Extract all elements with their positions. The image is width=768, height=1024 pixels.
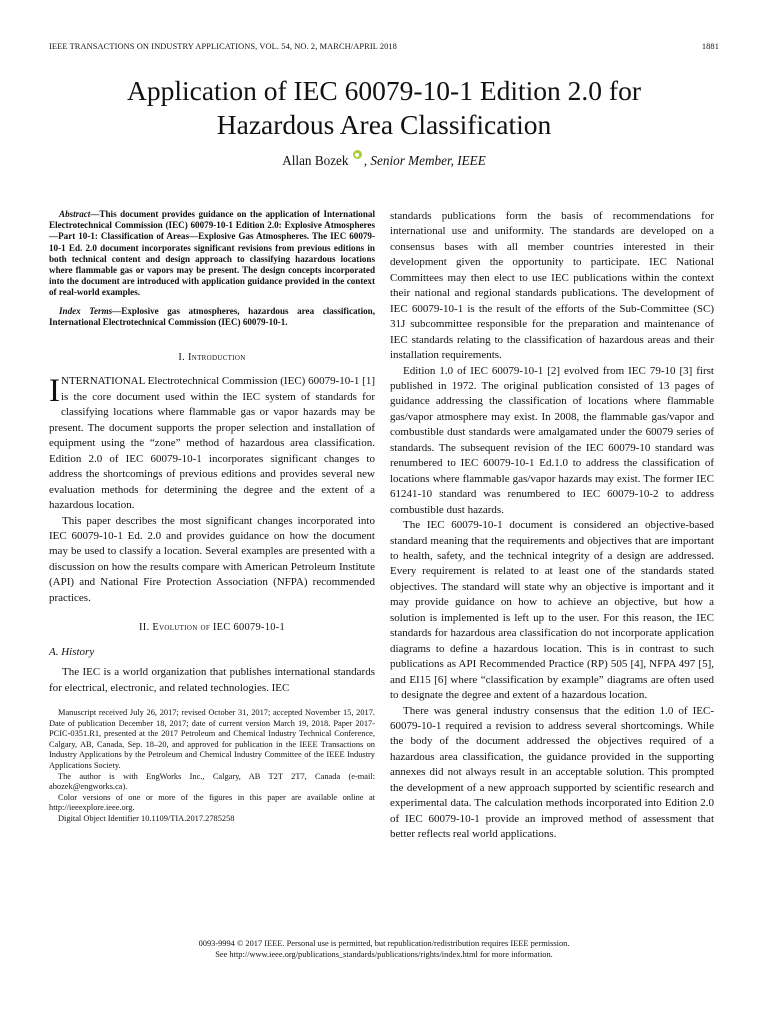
history-paragraph-3: The IEC 60079-10-1 document is considered an objective-based standard meaning that the requirements and objectives that are important to health, safety, and the technical integrity of a design are addressed. Every requirement is related to at least one of the standards stated objectives. The standard will state why an objective is important and it may provide guidance on how to achieve an objective, but how a solution is implemented is left up to the user. For this reason, the IEC standards for hazardous area classification do not incorporate application diagrams to define a hazardous location. This is in contrast to such publications as API Recommended Practice (RP) 505 [4], NFPA 497 [5], and EI15 [6] where “classification by example” diagrams are often used to designate the degree and extent of a hazardous location. — [390, 519, 714, 702]
left-column — [49, 209, 375, 825]
index-terms-label: Index Terms— — [59, 305, 122, 316]
drop-cap: I — [49, 373, 60, 410]
author-affiliation: , Senior Member, IEEE — [363, 153, 486, 168]
index-terms-text: Explosive gas atmospheres, hazardous area classification, International Electrotechnical Commission (IEC) 60079-10-1. — [49, 305, 375, 327]
copyright-line-2: See http://www.ieee.org/publications_standards/publications/rights/index.html for more information. — [215, 950, 553, 959]
orcid-icon[interactable] — [353, 150, 362, 159]
footnote-color: Color versions of one or more of the figures in this paper are available online at http://ieeexplore.ieee.org. — [49, 792, 375, 813]
copyright-notice — [0, 938, 768, 960]
history-paragraph-1: The IEC is a world organization that publishes international standards for electrical, electronic, and related technologies. IEC — [49, 666, 375, 694]
history-paragraph-4: There was general industry consensus that the edition 1.0 of IEC-60079-10-1 required a revision to address several shortcomings. While the body of the document addressed the objectives required of a hazardous area classification, the guidance provided in the supporting annexes did not always result in an acceptable solution. This prompted the development of a new approach supported by scientific research and experimental data. The calculation methods incorporated into Edition 2.0 of IEC 60079-10-1 provide an improved method of assessment that better reflects real world applications. — [390, 704, 714, 841]
section-numeral: II. — [139, 622, 150, 634]
right-column — [390, 209, 714, 843]
history-paragraph-1-cont: standards publications form the basis of recommendations for international use and uniformity. The standards are developed on a consensus bases with all member countries interested in their development given the opportunity to participate. IEC National Committees may then elect to use IEC publications within the context their national and regional standards publications. The development of IEC 60079-10-1 is the result of the efforts of the Sub-Committee (SC) 31J subcommittee responsible for the preparation and maintenance of IEC standards relating to the classification of hazardous areas and their installation requirements. — [390, 210, 714, 362]
title-line-1: Application of IEC 60079-10-1 Edition 2.0 for — [126, 75, 641, 106]
footnotes — [49, 708, 375, 825]
author-line — [0, 150, 768, 169]
page-number: 1881 — [701, 42, 719, 51]
author-name: Allan Bozek — [282, 153, 349, 168]
abstract — [49, 209, 375, 299]
footnote-manuscript: Manuscript received July 26, 2017; revised October 31, 2017; accepted November 15, 2017. Date of publication December 18, 2017; date of current version March 19, 2018. Paper 2017-PCIC-0351.R1, presented at the 2017 Petroleum and Chemical Industry Technical Conference, Calgary, AB, Canada, Sep. 18–20, and approved for publication in the IEEE Transactions on Industry Applications by the Petroleum and Chemical Industry Committee of the IEEE Industry Applications Society. — [49, 708, 375, 771]
section-title: Introduction — [187, 352, 246, 364]
intro-paragraph-2: This paper describes the most significant changes incorporated into IEC 60079-10-1 Ed. 2.0 and provides guidance on how the document may be used to classify a location. Several examples are presented with a discussion on how the results compare with American Petroleum Institute (API) and National Fire Protection Association (NFPA) recommended practices. — [49, 514, 375, 604]
journal-citation: IEEE TRANSACTIONS ON INDUSTRY APPLICATIONS, VOL. 54, NO. 2, MARCH/APRIL 2018 — [49, 42, 397, 51]
section-heading-evolution — [49, 620, 375, 635]
section-title: Evolution of IEC 60079-10-1 — [152, 622, 285, 634]
intro-paragraph-1-text: NTERNATIONAL Electrotechnical Commission (IEC) 60079-10-1 [1] is the core document used within the IEC system of standards for classifying locations where flammable gas or vapor hazards may be present. The document supports the proper selection and installation of equipment using the “zone” method of hazardous area classification. Edition 2.0 of IEC 60079-10-1 incorporates significant changes to address the shortcomings of previous editions and provides several new evaluation methods for determining the degree and the extent of a hazardous location. — [49, 375, 375, 512]
intro-paragraph-1 — [49, 374, 375, 513]
title-line-2: Hazardous Area Classification — [216, 109, 552, 140]
subsection-heading-history: A. History — [49, 645, 95, 658]
footnote-doi: Digital Object Identifier 10.1109/TIA.2017.2785258 — [58, 814, 235, 824]
index-terms — [49, 306, 375, 328]
copyright-line-1: 0093-9994 © 2017 IEEE. Personal use is permitted, but republication/redistribution requires IEEE permission. — [198, 939, 570, 948]
footnote-author: The author is with EngWorks Inc., Calgary, AB T2T 2T7, Canada (e-mail: abozek@engworks.ca). — [49, 771, 375, 792]
history-paragraph-2: Edition 1.0 of IEC 60079-10-1 [2] evolved from IEC 79-10 [3] first published in 1972. The original publication consisted of 13 pages of guidance addressing the classification of locations where flammable gas/vapor atmosphere may exist. In 2008, the flammable gas/vapor and combustible dust standards were amalgamated under the 60079 series of standards. The subsequent revision of the IEC 60079-10 standard was renumbered to IEC 60079-10-1 Ed.1.0 to address the classification of locations where flammable gas/vapor hazards may exist. The former IEC 61241-10 standard was renumbered to IEC 60079-10-2 to address combustible dust hazards. — [390, 364, 714, 516]
abstract-label: Abstract— — [59, 209, 100, 219]
paper-title — [40, 74, 728, 142]
abstract-text: This document provides guidance on the application of International Electrotechnical Commission (IEC) 60079-10-1 Edition 2.0: Explosive Atmospheres—Part 10-1: Classification of Areas—Explosive Gas Atmospheres. The IEC 60079-10-1 Ed. 2.0 document incorporates significant revisions from previous editions in both technical content and design approach to classifying hazardous locations where flammable gas or vapors may be present. The design concepts incorporated into the document are introduced with application guidance provided in the context of real-world examples. — [49, 209, 375, 298]
section-numeral: I. — [178, 352, 186, 364]
section-heading-introduction — [49, 350, 375, 365]
